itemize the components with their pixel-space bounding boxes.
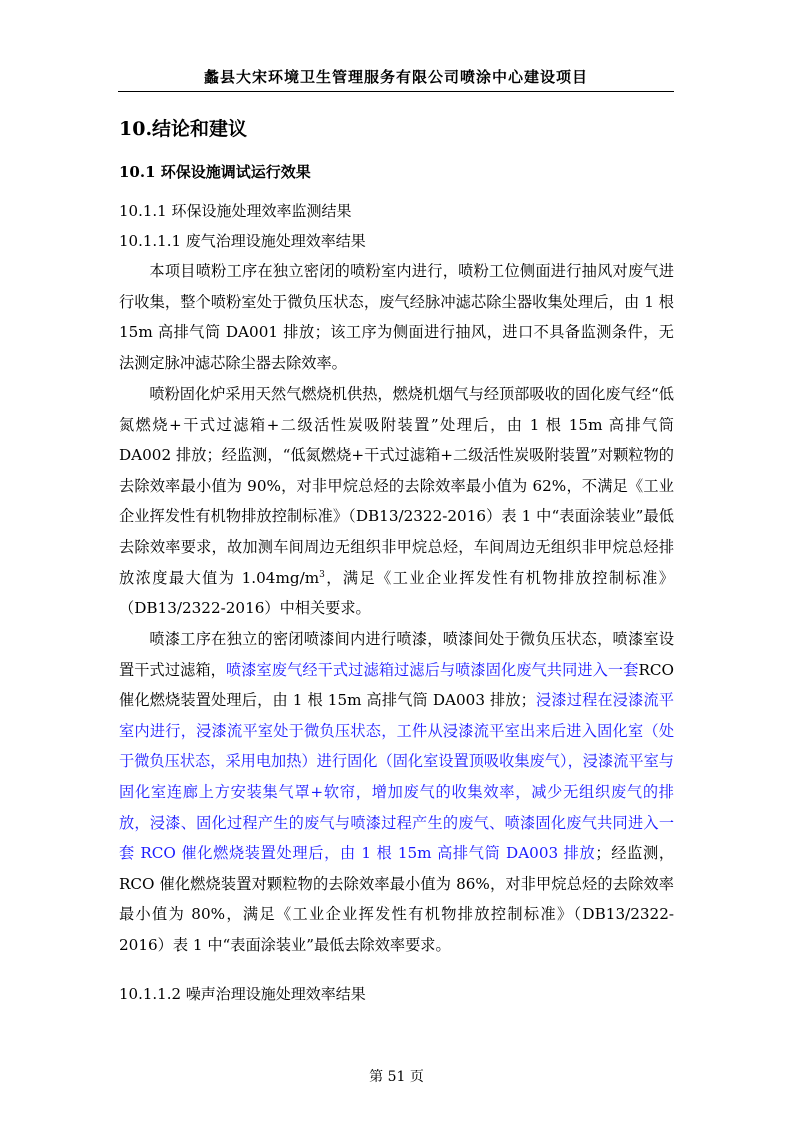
paragraph-painting-highlight-b: 浸漆过程在浸漆流平室内进行，浸漆流平室处于微负压状态，工件从浸漆流平室出来后进入固化室（处于微负压状态，采用电加热）进行固化（固化室设置顶吸收集废气），浸漆流平室与固化室连廊上方安装集气罩+软帘，增加废气的收集效率，减少无组织废气的排放，浸漆、固化过程产生的废气与喷漆过程产生的废气、喷漆固化废气共同进入一套 RCO 催化燃烧装置处理后，由 1 根 15m 高排气筒 DA003 排放 [119, 691, 674, 863]
paragraph-painting-text-c: ；经监测，RCO 催化燃烧装置对颗粒物的去除效率最小值为 86%，对非甲烷总烃的去除效率最小值为 80%，满足《工业企业挥发性有机物排放控制标准》（DB13/2322-2016）表 1 中“表面涂装业”最低去除效率要求。 [119, 844, 675, 954]
paragraph-painting-text-b: RCO 催化燃烧装置处理后，由 1 根 15m 高排气筒 DA003 排放； [119, 660, 675, 710]
paragraph-painting-highlight-a: 喷漆室废气经干式过滤箱过滤后与喷漆固化废气共同进入一套 [225, 660, 639, 679]
unit-superscript: 3 [319, 569, 325, 580]
paragraph-painting-text-a: 喷漆工序在独立的密闭喷漆间内进行喷漆，喷漆间处于微负压状态，喷漆室设置干式过滤箱， [119, 630, 674, 679]
section-heading-10-1-1-2: 10.1.1.2 噪声治理设施处理效率结果 [119, 985, 366, 1003]
paragraph-curing-oven-text-b: ，满足《工业企业挥发性有机物排放控制标准》（DB13/2322-2016）中相关要求。 [119, 568, 674, 618]
paragraph-powder-spraying: 本项目喷粉工序在独立密闭的喷粉室内进行，喷粉工位侧面进行抽风对废气进行收集，整个喷粉室处于微负压状态，废气经脉冲滤芯除尘器收集处理后，由 1 根 15m 高排气筒 DA001 排放；该工序为侧面进行抽风，进口不具备监测条件，无法测定脉冲滤芯除尘器去除效率。 [119, 262, 674, 372]
section-heading-10: 10.结论和建议 [119, 118, 248, 140]
page-number: 第 51 页 [369, 1069, 424, 1085]
section-heading-10-1-1-1: 10.1.1.1 废气治理设施处理效率结果 [119, 232, 366, 250]
paragraph-curing-oven-text-a: 喷粉固化炉采用天然气燃烧机供热，燃烧机烟气与经顶部吸收的固化废气经“低氮燃烧+干式过滤箱+二级活性炭吸附装置”处理后，由 1 根 15m 高排气筒 DA002 排放；经监测，“低氮燃烧+干式过滤箱+二级活性炭吸附装置”对颗粒物的去除效率最小值为 90%，对非甲烷总烃的去除效率最小值为 62%，不满足《工业企业挥发性有机物排放控制标准》（DB13/2322-2016）表 1 中“表面涂装业”最低去除效率要求，故加测车间周边无组织非甲烷总烃，车间周边无组织非甲烷总烃排放浓度最大值为 1.04mg/m [119, 385, 674, 587]
paragraph-curing-oven [119, 379, 674, 624]
section-heading-10-1-1: 10.1.1 环保设施处理效率监测结果 [119, 202, 352, 220]
section-heading-10-1: 10.1 环保设施调试运行效果 [119, 163, 311, 181]
page-header: 蠡县大宋环境卫生管理服务有限公司喷涂中心建设项目 [118, 66, 674, 92]
paragraph-painting [119, 624, 674, 961]
